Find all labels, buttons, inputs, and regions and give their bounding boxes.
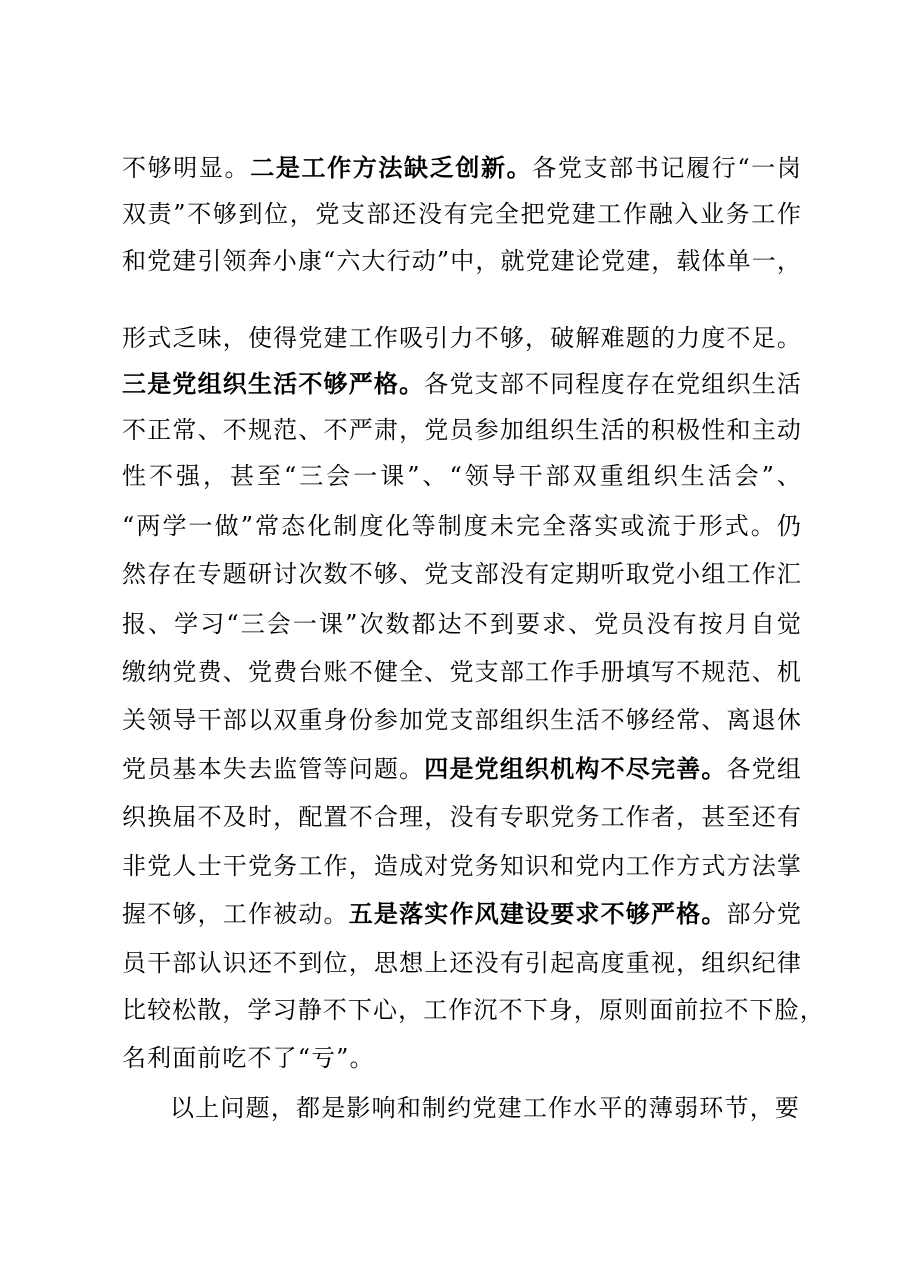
text-line-8: “两学一做”常态化制度化等制度未完全落实或流于形式。仍 [122,512,802,540]
text-line-20: 以上问题，都是影响和制约党建工作水平的薄弱环节，要 [170,1094,800,1122]
text-line-7: 性不强，甚至“三会一课”、“领导干部双重组织生活会”、 [122,462,802,490]
text-line-4: 形式乏味，使得党建工作吸引力不够，破解难题的力度不足。 [122,324,802,352]
text-line-15: 非党人士干党务工作，造成对党务知识和党内工作方式方法掌 [122,852,802,880]
text-line-18: 比较松散，学习静不下心，工作沉不下身，原则面前拉不下脸， [122,996,825,1024]
text-line-11: 缴纳党费、党费台账不健全、党支部工作手册填写不规范、机 [122,658,802,686]
bold-heading-2: 二是工作方法缺乏创新。 [250,153,533,182]
bold-heading-5: 五是落实作风建设要求不够严格。 [348,899,727,928]
bold-heading-4: 四是党组织机构不尽完善。 [424,754,727,783]
text-line-9: 然存在专题研讨次数不够、党支部没有定期听取党小组工作汇 [122,560,802,588]
text-line-5: 三是党组织生活不够严格。各党支部不同程度存在党组织生活 [122,369,803,398]
text-line-13: 党员基本失去监管等问题。四是党组织机构不尽完善。各党组 [122,754,803,783]
text-line-19: 名利面前吃不了“亏”。 [122,1044,375,1072]
text-line-1: 不够明显。二是工作方法缺乏创新。各党支部书记履行“一岗 [122,153,802,182]
bold-heading-3: 三是党组织生活不够严格。 [122,369,425,398]
text-line-10: 报、学习“三会一课”次数都达不到要求、党员没有按月自觉 [122,610,802,638]
text-line-6: 不正常、不规范、不严肃，党员参加组织生活的积极性和主动 [122,416,802,444]
text-line-12: 关领导干部以双重身份参加党支部组织生活不够经常、离退休 [122,706,802,734]
text-line-2: 双责”不够到位，党支部还没有完全把党建工作融入业务工作 [122,200,802,228]
text-line-17: 员干部认识还不到位，思想上还没有引起高度重视，组织纪律 [122,949,802,977]
text-line-14: 织换届不及时，配置不合理，没有专职党务工作者，甚至还有 [122,803,802,831]
text-line-3: 和党建引领奔小康“六大行动”中，就党建论党建，载体单一， [122,247,802,275]
text-line-16: 握不够，工作被动。五是落实作风建设要求不够严格。部分党 [122,899,803,928]
